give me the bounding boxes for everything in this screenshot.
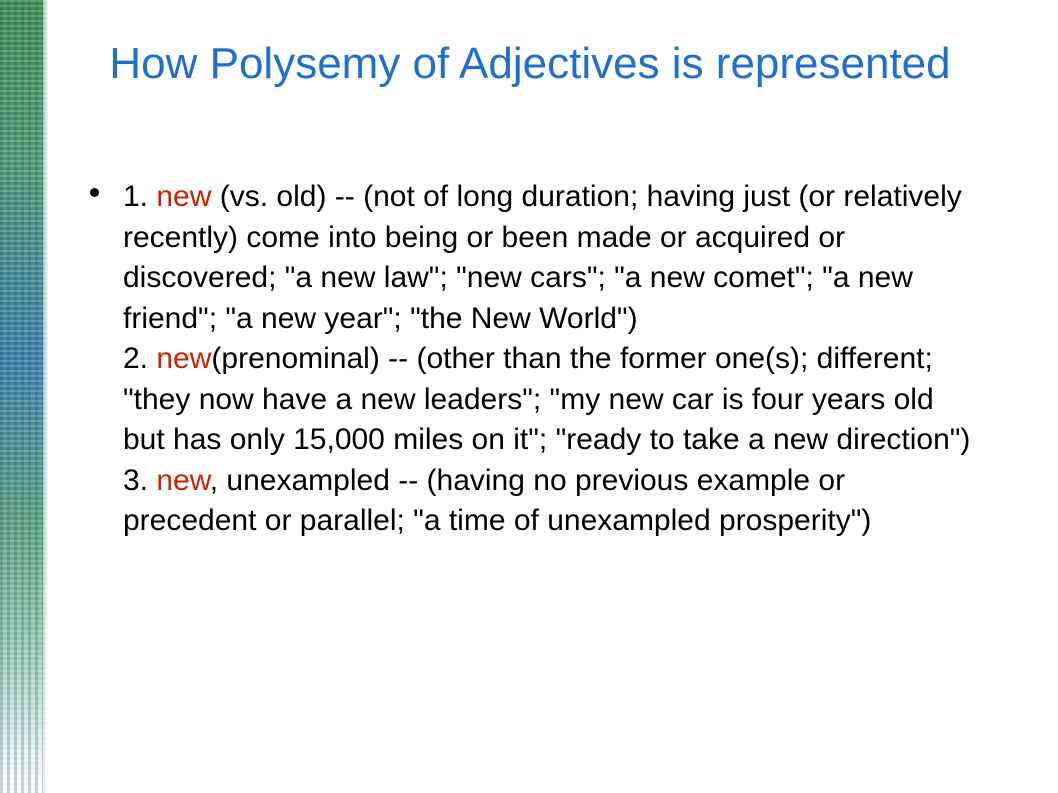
sense-3-word: new — [156, 463, 210, 497]
sense-3-number: 3. — [123, 463, 149, 497]
sense-2-definition: (prenominal) -- (other than the former one(s); different; "they now have a new leaders"; "my new car is four years old but has only 15,000 miles on it"; "ready to take a new direction") — [123, 342, 971, 456]
sense-2-word: new — [156, 342, 212, 375]
bullet-text — [123, 177, 980, 542]
sense-1-number: 1. — [123, 180, 149, 213]
bullet-dot-icon — [90, 188, 99, 197]
sense-2 — [123, 339, 980, 461]
decorative-side-strip — [0, 0, 48, 793]
bullet-list — [90, 177, 980, 542]
sense-2-number: 2. — [123, 342, 149, 375]
slide-title: How Polysemy of Adjectives is represented — [109, 39, 951, 88]
sense-1-definition: (vs. old) -- (not of long duration; having just (or relatively recently) come into being or been made or acquired or discovered; "a new law"; "new cars"; "a new comet"; "a new friend"; "a new year"; "the New World") — [123, 180, 962, 335]
sense-3-definition: , unexampled -- (having no previous example or precedent or parallel; "a time of unexampled prosperity") — [123, 463, 872, 537]
sense-1-word: new — [156, 180, 212, 213]
bullet-item — [90, 177, 980, 542]
sense-3 — [123, 461, 980, 542]
sense-1 — [123, 177, 980, 339]
